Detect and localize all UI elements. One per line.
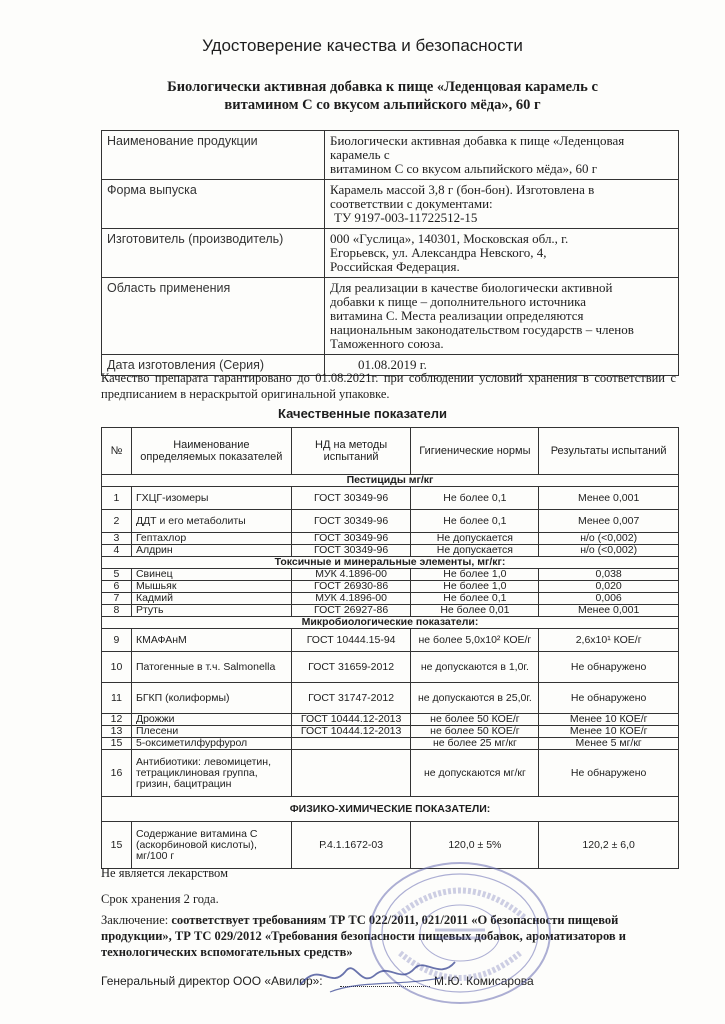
row-number: 8 xyxy=(102,605,132,617)
table-row xyxy=(102,683,679,714)
indicator-name: Дрожжи xyxy=(131,714,291,726)
table-row xyxy=(102,750,679,797)
column-header: Результаты испытаний xyxy=(539,428,679,475)
row-number: 15 xyxy=(102,822,132,869)
section-row xyxy=(102,797,679,822)
method-doc: Р.4.1.1672-03 xyxy=(291,822,411,869)
info-value-line: витамином С со вкусом альпийского мёда», 60 г xyxy=(330,161,598,176)
info-value-line: 01.08.2019 г. xyxy=(358,357,427,372)
info-value-line: Карамель массой 3,8 г (бон-бон). Изготовлена в xyxy=(330,182,595,197)
test-result: Не обнаружено xyxy=(539,683,679,714)
method-doc: ГОСТ 30349-96 xyxy=(291,510,411,533)
column-header: Гигиенические нормы xyxy=(411,428,539,475)
indicator-name: Содержание витамина С (аскорбиновой кислоты), мг/100 г xyxy=(131,822,291,869)
subtitle-line-2: витамином С со вкусом альпийского мёда», 60 г xyxy=(224,97,541,113)
hygienic-norm: не допускаются в 1,0г. xyxy=(411,652,539,683)
table-row xyxy=(102,629,679,652)
info-row xyxy=(102,180,679,229)
method-doc: ГОСТ 26927-86 xyxy=(291,605,411,617)
table-row xyxy=(102,605,679,617)
info-key: Область применения xyxy=(102,278,325,355)
table-row xyxy=(102,726,679,738)
method-doc: ГОСТ 10444.12-2013 xyxy=(291,726,411,738)
row-number: 2 xyxy=(102,510,132,533)
test-result: Менее 10 КОЕ/г xyxy=(539,726,679,738)
indicator-name: Гептахлор xyxy=(131,533,291,545)
indicator-name: Свинец xyxy=(131,569,291,581)
row-number: 16 xyxy=(102,750,132,797)
info-value xyxy=(325,131,679,180)
row-number: 15 xyxy=(102,738,132,750)
indicator-name: Патогенные в т.ч. Salmonella xyxy=(131,652,291,683)
info-value-line: 000 «Гуслица», 140301, Московская обл., г. xyxy=(330,231,569,246)
test-result: 2,6x10¹ КОЕ/г xyxy=(539,629,679,652)
info-value xyxy=(325,180,679,229)
section-title: Пестициды мг/кг xyxy=(102,475,679,487)
info-key: Дата изготовления (Серия) xyxy=(102,355,325,376)
document-subtitle xyxy=(120,78,645,114)
row-number: 7 xyxy=(102,593,132,605)
quality-table xyxy=(101,427,679,869)
info-value-line: национальным законодательством государств – членов xyxy=(330,322,634,337)
row-number: 1 xyxy=(102,487,132,510)
info-value-line: ТУ 9197-003-11722512-15 xyxy=(334,210,478,225)
method-doc: ГОСТ 26930-86 xyxy=(291,581,411,593)
row-number: 3 xyxy=(102,533,132,545)
info-key: Форма выпуска xyxy=(102,180,325,229)
conclusion-label: Заключение: xyxy=(101,913,169,927)
indicator-name: Мышьяк xyxy=(131,581,291,593)
method-doc: ГОСТ 31747-2012 xyxy=(291,683,411,714)
info-value xyxy=(325,278,679,355)
info-value-line: Российская Федерация. xyxy=(330,259,460,274)
info-key: Наименование продукции xyxy=(102,131,325,180)
row-number: 4 xyxy=(102,545,132,557)
info-value-line: добавки к пище – дополнительного источника xyxy=(330,294,587,309)
info-value-line: витамина С. Места реализации определяются xyxy=(330,308,584,323)
indicator-name: Ртуть xyxy=(131,605,291,617)
row-number: 12 xyxy=(102,714,132,726)
hygienic-norm: не более 50 КОЕ/г xyxy=(411,714,539,726)
column-header: Наименование определяемых показателей xyxy=(131,428,291,475)
indicator-name: Алдрин xyxy=(131,545,291,557)
row-number: 10 xyxy=(102,652,132,683)
table-row xyxy=(102,581,679,593)
table-row xyxy=(102,510,679,533)
section-row xyxy=(102,475,679,487)
test-result: н/о (<0,002) xyxy=(539,533,679,545)
row-number: 11 xyxy=(102,683,132,714)
method-doc: ГОСТ 10444.15-94 xyxy=(291,629,411,652)
hygienic-norm: Не более 0,01 xyxy=(411,605,539,617)
row-number: 5 xyxy=(102,569,132,581)
info-value-line: карамель с xyxy=(330,147,390,162)
hygienic-norm: не допускаются в 25,0г. xyxy=(411,683,539,714)
test-result: 0,038 xyxy=(539,569,679,581)
hygienic-norm: не более 50 КОЕ/г xyxy=(411,726,539,738)
director-title: Генеральный директор ООО «Авилор»: xyxy=(101,974,323,988)
guarantee-text: Качество препарата гарантировано до 01.08.2021г. при соблюдении условий хранения в соответствии с предписанием в нераскрытой оригинальной упаковке. xyxy=(101,371,676,401)
table-row xyxy=(102,652,679,683)
info-value-line: Биологически активная добавка к пище «Леденцовая xyxy=(330,133,625,148)
indicator-name: Кадмий xyxy=(131,593,291,605)
method-doc: МУК 4.1896-00 xyxy=(291,569,411,581)
method-doc: ГОСТ 30349-96 xyxy=(291,545,411,557)
hygienic-norm: Не допускается xyxy=(411,545,539,557)
method-doc: ГОСТ 30349-96 xyxy=(291,533,411,545)
table-row xyxy=(102,569,679,581)
section-title: Микробиологические показатели: xyxy=(102,617,679,629)
row-number: 6 xyxy=(102,581,132,593)
hygienic-norm: Не более 0,1 xyxy=(411,593,539,605)
column-header: НД на методы испытаний xyxy=(291,428,411,475)
info-value-line: Для реализации в качестве биологически активной xyxy=(330,280,613,295)
shelf-life-note: Срок хранения 2 года. xyxy=(101,892,219,906)
hygienic-norm: не допускаются мг/кг xyxy=(411,750,539,797)
hygienic-norm: не более 25 мг/кг xyxy=(411,738,539,750)
indicator-name: Плесени xyxy=(131,726,291,738)
table-row xyxy=(102,738,679,750)
test-result: 120,2 ± 6,0 xyxy=(539,822,679,869)
section-row xyxy=(102,557,679,569)
hygienic-norm: Не более 1,0 xyxy=(411,581,539,593)
column-header: № xyxy=(102,428,132,475)
director-signature xyxy=(290,950,460,1000)
section-row xyxy=(102,617,679,629)
test-result: Менее 0,001 xyxy=(539,487,679,510)
test-result: 0,020 xyxy=(539,581,679,593)
not-a-drug-note: Не является лекарством xyxy=(101,866,228,880)
info-value-line: Таможенного союза. xyxy=(330,336,444,351)
hygienic-norm: Не допускается xyxy=(411,533,539,545)
test-result: Менее 0,001 xyxy=(539,605,679,617)
info-row xyxy=(102,229,679,278)
info-value xyxy=(325,229,679,278)
method-doc xyxy=(291,750,411,797)
table-row xyxy=(102,545,679,557)
hygienic-norm: Не более 0,1 xyxy=(411,487,539,510)
method-doc xyxy=(291,738,411,750)
hygienic-norm: не более 5,0x10² КОЕ/г xyxy=(411,629,539,652)
hygienic-norm: Не более 0,1 xyxy=(411,510,539,533)
conclusion-text: соответствует требованиям ТР ТС 022/2011, 021/2011 «О безопасности пищевой продукции», ТР ТС 029/2012 «Требования безопасности пищевых добавок, ароматизаторов и технологических вспомогательных средств» xyxy=(101,913,626,959)
info-key: Изготовитель (производитель) xyxy=(102,229,325,278)
subtitle-line-1: Биологически активная добавка к пище «Леденцовая карамель с xyxy=(167,79,598,95)
info-row xyxy=(102,131,679,180)
document-title: Удостоверение качества и безопасности xyxy=(202,36,523,55)
method-doc: ГОСТ 31659-2012 xyxy=(291,652,411,683)
indicator-name: КМАФАнМ xyxy=(131,629,291,652)
section-title: ФИЗИКО-ХИМИЧЕСКИЕ ПОКАЗАТЕЛИ: xyxy=(102,797,679,822)
test-result: н/о (<0,002) xyxy=(539,545,679,557)
table-row xyxy=(102,714,679,726)
method-doc: МУК 4.1896-00 xyxy=(291,593,411,605)
test-result: Не обнаружено xyxy=(539,652,679,683)
info-value-line: Егорьевск, ул. Александра Невского, 4, xyxy=(330,245,547,260)
method-doc: ГОСТ 30349-96 xyxy=(291,487,411,510)
table-row xyxy=(102,593,679,605)
indicator-name: Антибиотики: левомицетин, тетрациклиновая группа, гризин, бацитрацин xyxy=(131,750,291,797)
section-title: Токсичные и минеральные элементы, мг/кг: xyxy=(102,557,679,569)
method-doc: ГОСТ 10444.12-2013 xyxy=(291,714,411,726)
info-row xyxy=(102,278,679,355)
test-result: Менее 10 КОЕ/г xyxy=(539,714,679,726)
director-name: М.Ю. Комисарова xyxy=(434,974,534,988)
quality-heading: Качественные показатели xyxy=(278,406,447,421)
hygienic-norm: Не более 1,0 xyxy=(411,569,539,581)
test-result: Не обнаружено xyxy=(539,750,679,797)
test-result: 0,006 xyxy=(539,593,679,605)
quality-header-row xyxy=(102,428,679,475)
indicator-name: 5-оксиметилфурфурол xyxy=(131,738,291,750)
table-row xyxy=(102,487,679,510)
row-number: 13 xyxy=(102,726,132,738)
hygienic-norm: 120,0 ± 5% xyxy=(411,822,539,869)
indicator-name: ДДТ и его метаболиты xyxy=(131,510,291,533)
indicator-name: ГХЦГ-изомеры xyxy=(131,487,291,510)
test-result: Менее 5 мг/кг xyxy=(539,738,679,750)
indicator-name: БГКП (колиформы) xyxy=(131,683,291,714)
product-info-table xyxy=(101,130,679,376)
table-row xyxy=(102,533,679,545)
test-result: Менее 0,007 xyxy=(539,510,679,533)
info-value-line: соответствии с документами: xyxy=(330,196,493,211)
row-number: 9 xyxy=(102,629,132,652)
